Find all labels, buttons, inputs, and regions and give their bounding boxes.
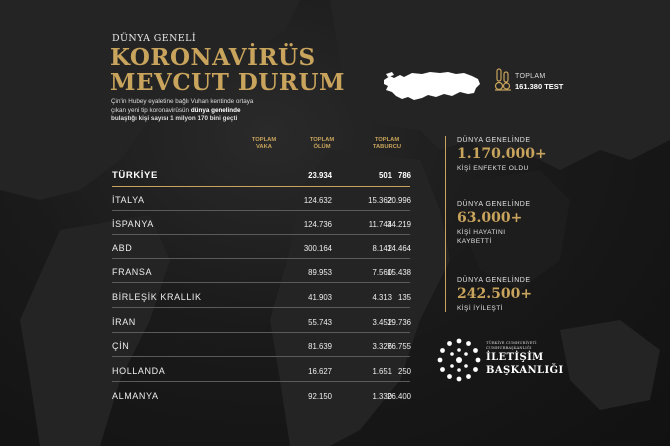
header-deaths-line1: TOPLAM	[309, 137, 335, 143]
intro-line1: Çin'in Hubey eyaletine bağlı Vuhan kentinde ortaya	[111, 98, 254, 105]
country-name: ABD	[112, 243, 133, 253]
stat-infected-sub	[457, 164, 537, 173]
recovered-value: 15.438	[387, 268, 411, 277]
header-recovered	[362, 137, 412, 151]
country-name: BİRLEŞİK KRALLIK	[112, 292, 202, 302]
deaths-value: 3.326	[372, 342, 392, 351]
intro-line3: bulaştığı kişi sayısı 1 milyon 170 bini geçti	[111, 115, 238, 123]
intro-line2b: dünya genelinde	[190, 106, 241, 114]
cases-value: 55.743	[308, 318, 332, 327]
cases-value: 41.903	[308, 293, 332, 302]
table-row	[112, 195, 412, 215]
deaths-value: 1.330	[372, 392, 392, 401]
deaths-value: 501	[378, 171, 392, 180]
logo-big-line1: İLETİŞİM	[486, 352, 544, 363]
country-name: HOLLANDA	[112, 366, 166, 376]
deaths-value: 3.452	[372, 318, 392, 327]
stat-infected-sub-line: KİŞİ ENFEKTE OLDU	[457, 165, 529, 172]
recovered-value: 26.400	[387, 392, 411, 401]
table-row	[112, 243, 412, 263]
header-deaths	[297, 137, 347, 151]
country-name: TÜRKİYE	[112, 170, 158, 181]
recovered-value: 20.996	[387, 196, 411, 205]
logo-small-text	[486, 341, 537, 351]
table-row	[112, 267, 412, 287]
recovered-value: 14.464	[387, 244, 411, 253]
stat-recovered-sub	[457, 304, 537, 313]
deaths-value: 8.142	[372, 244, 392, 253]
table-row	[112, 391, 412, 411]
header-recovered-line2: TABURCU	[372, 144, 402, 150]
logo-big-line2: BAŞKANLIĞI	[486, 365, 564, 376]
country-name: İSPANYA	[112, 219, 154, 229]
deaths-value: 1.651	[372, 367, 392, 376]
test-tube-icon	[494, 67, 512, 91]
recovered-value: 135	[397, 293, 411, 302]
test-label: TOPLAM	[515, 73, 546, 80]
header-kicker: DÜNYA GENELİ	[112, 33, 196, 44]
stat-recovered-sub-line: KİŞİ İYİLEŞTİ	[457, 305, 503, 312]
test-value: 161.380 TEST	[515, 82, 564, 91]
stat-deaths-sub-line1: KİŞİ HAYATINI	[457, 229, 506, 236]
country-name: FRANSA	[112, 267, 153, 277]
row-divider	[112, 356, 410, 357]
stat-deaths-label: DÜNYA GENELİNDE	[457, 201, 531, 208]
title-line1: KORONAVİRÜS	[110, 44, 316, 71]
row-divider	[112, 282, 410, 283]
row-divider	[112, 332, 410, 333]
cases-value: 23.934	[308, 171, 332, 180]
iletisim-logo-emblem	[436, 337, 482, 383]
table-row	[112, 317, 412, 337]
table-row	[112, 366, 412, 386]
row-divider	[112, 307, 410, 308]
deaths-value: 15.362	[368, 196, 392, 205]
cases-value: 124.632	[303, 196, 332, 205]
cases-value: 300.164	[303, 244, 332, 253]
cases-value: 92.150	[308, 392, 332, 401]
stat-deaths-sub-line2: KAYBETTİ	[457, 238, 492, 245]
header-recovered-line1: TOPLAM	[374, 137, 400, 143]
logo-small-line1: TÜRKİYE CUMHURİYETİ	[486, 341, 537, 345]
logo-small-line2: CUMHURBAŞKANLIĞI	[486, 346, 532, 350]
row-divider	[112, 186, 410, 187]
turkey-map-icon	[382, 66, 482, 106]
row-divider	[112, 381, 410, 382]
deaths-value: 4.313	[372, 293, 392, 302]
recovered-value: 786	[397, 171, 411, 180]
stat-recovered-label: DÜNYA GENELİNDE	[457, 277, 531, 284]
header-cases-line1: TOPLAM	[251, 137, 277, 143]
header-deaths-line2: ÖLÜM	[313, 144, 331, 150]
table-row	[112, 292, 412, 312]
country-name: İTALYA	[112, 195, 145, 205]
header-cases-line2: VAKA	[256, 144, 272, 150]
recovered-value: 76.755	[387, 342, 411, 351]
stat-recovered-value: 242.500+	[457, 286, 533, 302]
recovered-value: 34.219	[387, 220, 411, 229]
deaths-value: 11.744	[368, 220, 392, 229]
row-divider	[112, 234, 410, 235]
stat-infected-label: DÜNYA GENELİNDE	[457, 137, 531, 144]
title-line2: MEVCUT DURUM	[110, 69, 345, 96]
cases-value: 81.639	[308, 342, 332, 351]
table-row	[112, 341, 412, 361]
table-row	[112, 219, 412, 239]
country-name: ALMANYA	[112, 391, 159, 401]
recovered-value: 250	[397, 367, 411, 376]
cases-value: 124.736	[303, 220, 332, 229]
deaths-value: 7.560	[372, 268, 392, 277]
row-divider	[112, 258, 410, 259]
cases-value: 16.627	[308, 367, 332, 376]
intro-line2	[111, 107, 441, 116]
stats-divider	[445, 136, 446, 312]
recovered-value: 19.736	[387, 318, 411, 327]
stat-deaths-sub	[457, 228, 537, 246]
stat-deaths-value: 63.000+	[457, 210, 523, 226]
stat-infected-value: 1.170.000+	[457, 146, 547, 162]
country-name: İRAN	[112, 317, 136, 327]
country-name: ÇİN	[112, 341, 130, 351]
cases-value: 89.953	[308, 268, 332, 277]
header-cases	[239, 137, 289, 151]
table-row	[112, 170, 412, 190]
intro-line2a: çıkan yeni tip koronavirüsün	[111, 106, 191, 114]
row-divider	[112, 210, 410, 211]
